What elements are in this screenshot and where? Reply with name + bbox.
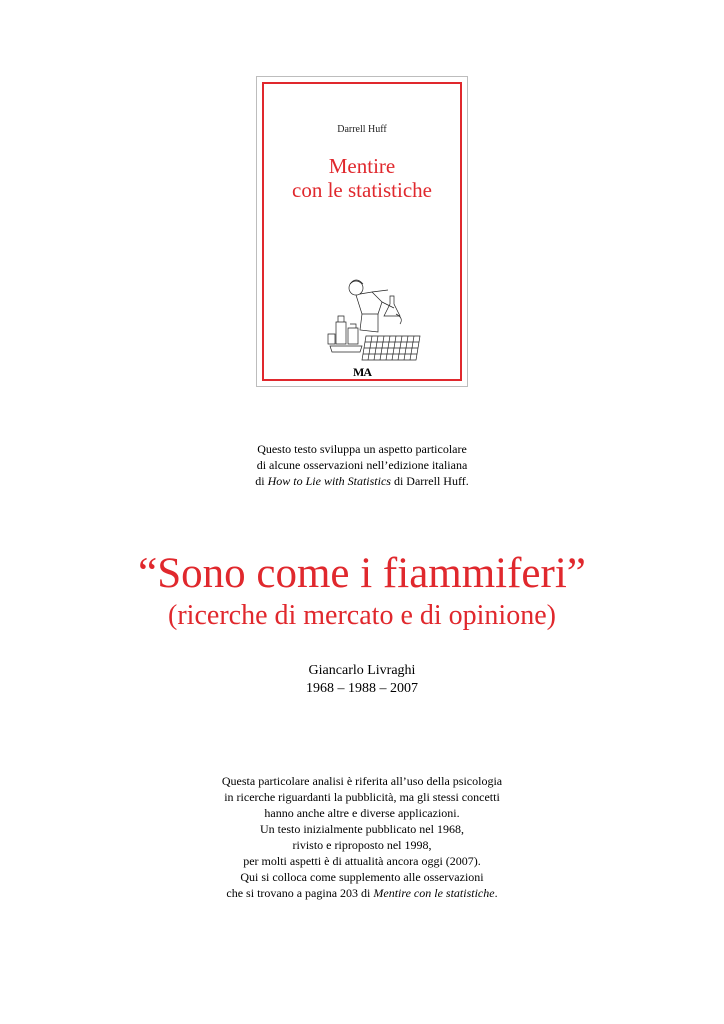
author-years: 1968 – 1988 – 2007 <box>306 681 418 696</box>
note-line: Qui si colloca come supplemento alle osservazioni <box>240 870 484 884</box>
note-line: hanno anche altre e diverse applicazioni. <box>264 806 460 820</box>
cover-frame <box>262 82 462 381</box>
page-subtitle: (ricerche di mercato e di opinione) <box>168 600 556 631</box>
publisher-logo: MA <box>353 365 371 379</box>
intro-line: di alcune osservazioni nell’edizione italiana <box>256 458 468 472</box>
cover-title-line2: con le statistiche <box>292 178 432 202</box>
intro-line <box>0 473 724 489</box>
intro-line3-suffix: di Darrell Huff. <box>390 474 469 488</box>
note-line: rivisto e riproposto nel 1998, <box>292 838 432 852</box>
note-line: per molti aspetti è di attualità ancora oggi (2007). <box>243 854 481 868</box>
intro-line3-prefix: di <box>255 474 268 488</box>
note-line <box>0 885 724 901</box>
cover-illustration <box>326 274 422 362</box>
intro-book-title: How to Lie with Statistics <box>267 474 391 488</box>
note-line8-prefix: che si trovano a pagina 203 di <box>226 886 374 900</box>
author-block <box>0 662 724 698</box>
cover-title <box>264 154 460 202</box>
cover-title-line1: Mentire <box>328 154 396 178</box>
note-line8-suffix: . <box>494 886 498 900</box>
intro-line: Questo testo sviluppa un aspetto particolare <box>257 442 467 456</box>
note-text <box>0 773 724 901</box>
note-line: in ricerche riguardanti la pubblicità, ma gli stessi concetti <box>224 790 500 804</box>
page-title: “Sono come i fiammiferi” <box>138 550 586 597</box>
intro-text <box>0 441 724 489</box>
cover-author: Darrell Huff <box>337 124 387 135</box>
note-line: Questa particolare analisi è riferita all’uso della psicologia <box>221 774 503 788</box>
note-line: Un testo inizialmente pubblicato nel 1968, <box>260 822 464 836</box>
note-book-title: Mentire con le statistiche <box>373 886 495 900</box>
author-name: Giancarlo Livraghi <box>308 663 416 678</box>
book-cover <box>256 76 468 387</box>
